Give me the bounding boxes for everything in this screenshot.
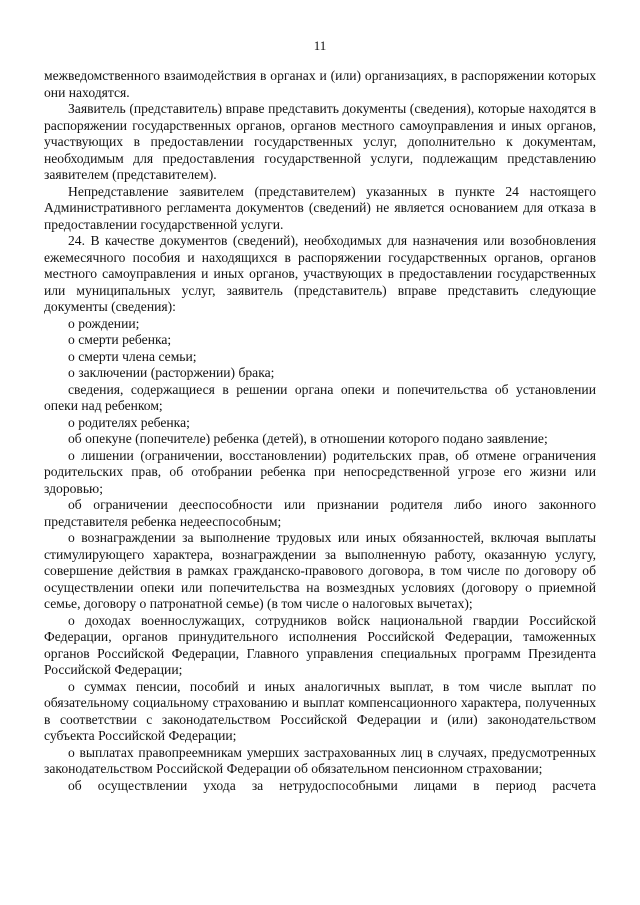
list-item: сведения, содержащиеся в решении органа опеки и попечительства об установлении опеки над ребенком; xyxy=(44,381,596,413)
list-item: об ограничении дееспособности или признании родителя либо иного законного представителя ребенка недееспособным; xyxy=(44,497,596,529)
paragraph: 24. В качестве документов (сведений), необходимых для назначения или возобновления ежемесячного пособия и находящихся в распоряжении государственных органов, органов местного самоуправления и иных органов, участвующих в предоставлении государственных или муниципальных услуг, заявитель (представитель) вправе представить следующие документы (сведения): xyxy=(44,233,596,314)
list-item: о смерти члена семьи; xyxy=(68,348,197,364)
page-number: 11 xyxy=(313,38,327,53)
list-item: о смерти ребенка; xyxy=(68,332,172,347)
list-item: о суммах пенсии, пособий и иных аналогичных выплат, в том числе выплат по обязательному социальному страхованию и выплат компенсационного характера, полученных в соответствии с законодательством Российской Федерации и (или) законодательством субъекта Российской Федерации; xyxy=(44,678,596,743)
list-item: о лишении (ограничении, восстановлении) родительских прав, об отмене ограничения родительских прав, об отобрании ребенка при непосредственной угрозе его жизни или здоровью; xyxy=(44,447,596,496)
list-item: о вознаграждении за выполнение трудовых или иных обязанностей, включая выплаты стимулирующего характера, вознаграждении за выполненную работу, оказанную услугу, совершение действия в рамках гражданско-правового договора, в том числе по договору об осуществлении опеки или попечительства на возмездных условиях (договору о приемной семье, договору о патронатной семье) (в том числе о налоговых вычетах); xyxy=(44,530,596,611)
list-item: о родителях ребенка; xyxy=(68,414,190,430)
paragraph: Непредставление заявителем (представителем) указанных в пункте 24 настоящего Административного регламента документов (сведений) не является основанием для отказа в предоставлении государственной услуги. xyxy=(44,183,596,232)
list-item: об опекуне (попечителе) ребенка (детей), в отношении которого подано заявление; xyxy=(68,431,548,446)
list-item: о рождении; xyxy=(68,315,140,331)
list-item: о выплатах правопреемникам умерших застрахованных лиц в случаях, предусмотренных законодательством Российской Федерации об обязательном пенсионном страховании; xyxy=(44,744,596,776)
list-item: о доходах военнослужащих, сотрудников войск национальной гвардии Российской Федерации, органов принудительного исполнения Российской Федерации, таможенных органов Российской Федерации, Главного управления специальных программ Президента Российской Федерации; xyxy=(44,612,596,677)
list-item: об осуществлении ухода за нетрудоспособными лицами в период расчета xyxy=(68,777,596,793)
paragraph: межведомственного взаимодействия в органах и (или) организациях, в распоряжении которых они находятся. xyxy=(44,68,596,100)
list-item: о заключении (расторжении) брака; xyxy=(68,365,275,380)
paragraph: Заявитель (представитель) вправе представить документы (сведения), которые находятся в распоряжении государственных органов, органов местного самоуправления и иных органов, участвующих в предоставлении государственных услуг, дополнительно к документам, необходимым для предоставления государственной услуги, подлежащим представлению заявителем (представителем). xyxy=(44,101,596,182)
document-body xyxy=(44,68,596,794)
